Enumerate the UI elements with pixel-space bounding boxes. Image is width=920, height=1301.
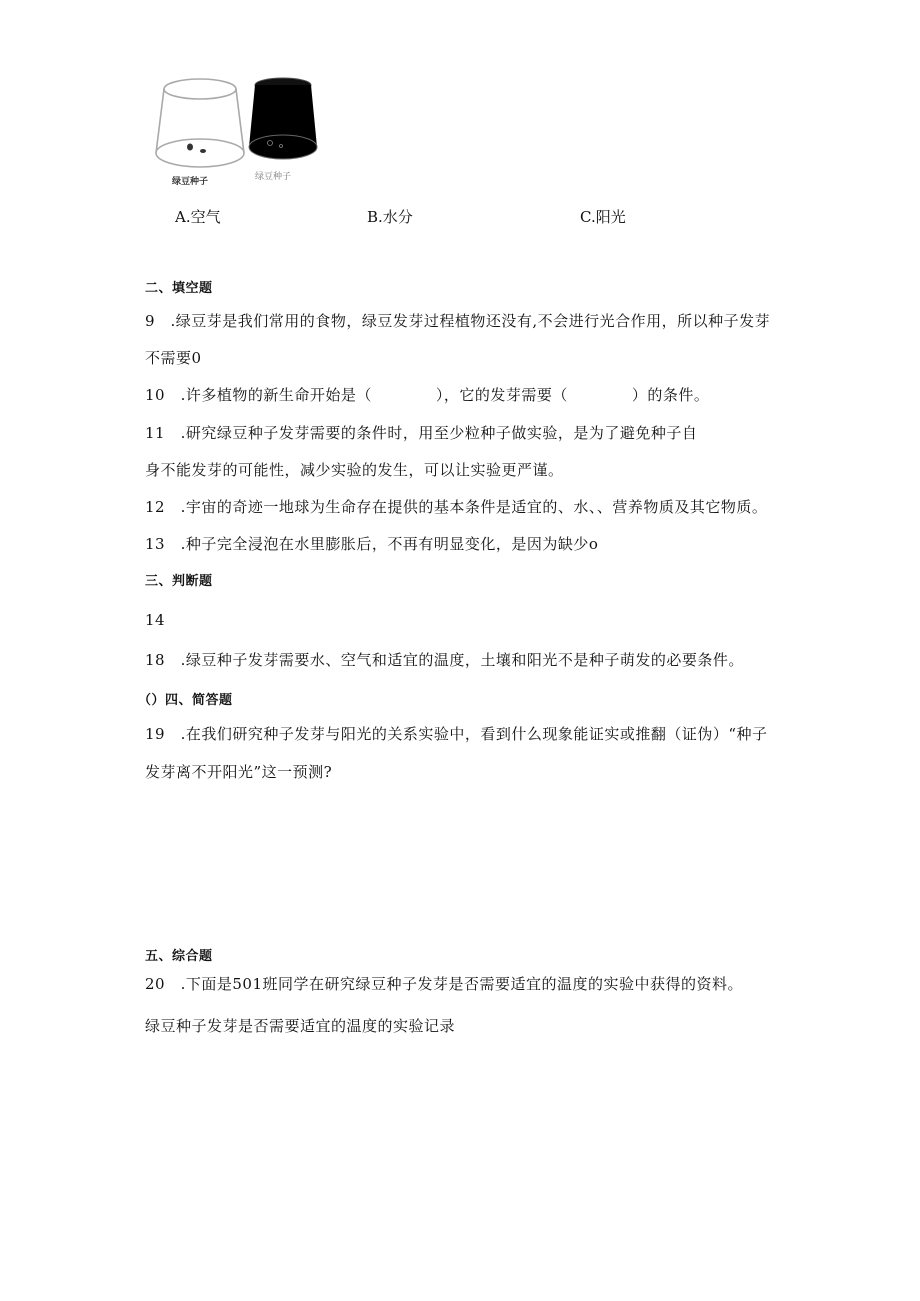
question-9-line2: 不需要0 — [145, 349, 202, 367]
question-20: 20 .下面是501班同学在研究绿豆种子发芽是否需要适宜的温度的实验中获得的资料。 — [145, 975, 743, 993]
question-10-part1: 10 .许多植物的新生命开始是（ — [145, 386, 372, 404]
question-10-part2: ），它的发芽需要（ — [435, 386, 568, 404]
option-c[interactable]: C.阳光 — [580, 208, 626, 226]
question-13: 13 .种子完全浸泡在水里膨胀后，不再有明显变化，是因为缺少o — [145, 535, 599, 553]
question-19-line2: 发芽离不开阳光”这一预测? — [145, 763, 333, 781]
question-10 — [145, 384, 709, 405]
question-9-line1: 9 .绿豆芽是我们常用的食物，绿豆发芽过程植物还没有,不会进行光合作用，所以种子发芽 — [145, 312, 771, 330]
option-b[interactable]: B.水分 — [367, 208, 413, 226]
dark-cup-icon — [248, 75, 318, 175]
question-20-caption: 绿豆种子发芽是否需要适宜的温度的实验记录 — [145, 1017, 456, 1035]
section-comprehensive-heading: 五、综合题 — [145, 949, 213, 964]
question-12: 12 .宇宙的奇迹一地球为生命存在提供的基本条件是适宜的、水、、营养物质及其它物质。 — [145, 498, 768, 516]
question-11-line2: 身不能发芽的可能性，减少实验的发生，可以让实验更严谨。 — [145, 461, 564, 479]
question-10-part3: ）的条件。 — [631, 386, 710, 404]
cup2-label: 绿豆种子 — [255, 172, 292, 182]
section-short-heading: （）四、简答题 — [138, 693, 233, 708]
option-a[interactable]: A.空气 — [175, 208, 221, 226]
section-judge-heading: 三、判断题 — [145, 574, 213, 589]
experiment-figure — [150, 70, 330, 190]
question-11-line1: 11 .研究绿豆种子发芽需要的条件时，用至少粒种子做实验，是为了避免种子自 — [145, 424, 698, 442]
clear-cup-icon — [155, 75, 245, 180]
question-18: 18 .绿豆种子发芽需要水、空气和适宜的温度，土壤和阳光不是种子萌发的必要条件。 — [145, 651, 744, 669]
section-fill-heading: 二、填空题 — [145, 281, 213, 296]
cup1-label: 绿豆种子 — [172, 177, 209, 187]
question-19-line1: 19 .在我们研究种子发芽与阳光的关系实验中，看到什么现象能证实或推翻（证伪）“种子 — [145, 725, 768, 743]
question-14: 14 — [145, 611, 166, 629]
